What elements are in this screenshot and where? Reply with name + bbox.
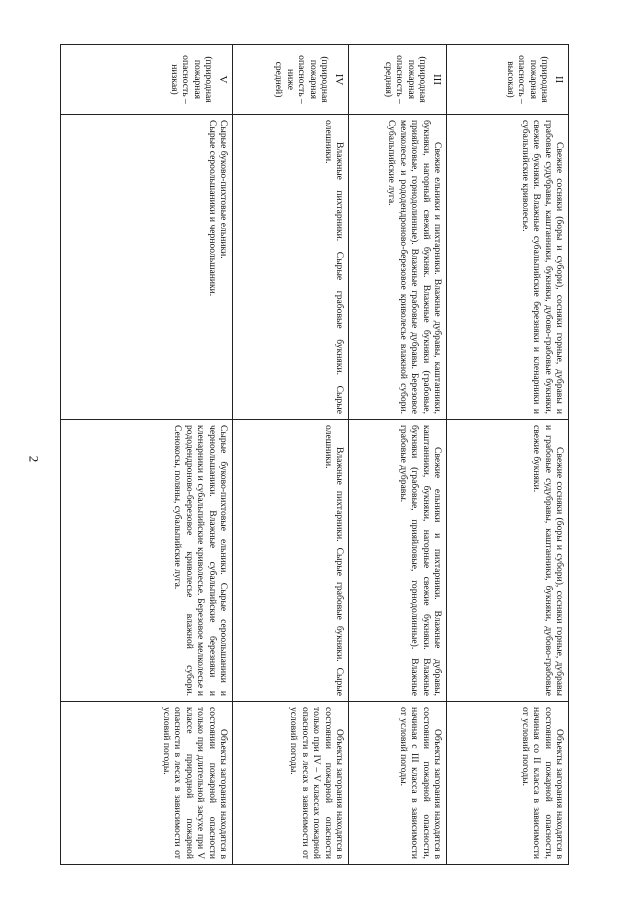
forest-types-cell <box>349 115 447 420</box>
forest-types-cell <box>349 420 447 702</box>
ignition-conditions-cell <box>61 702 233 865</box>
ignition-conditions-text: Объекты загорания находятся в состоянии пожарной опасности только при IV – V классах пожарной опасности в лесах в зависимости от условий погоды. <box>288 707 345 859</box>
class-description: (природная пожарная опасность – ниже средней) <box>273 55 330 104</box>
forest-types-cell <box>233 115 349 420</box>
class-number: III <box>431 74 443 85</box>
forest-types-cell <box>233 420 349 702</box>
forest-types-text: Влажные пихтарники. Сырые грабовые букняки. Сырые олешники. <box>322 425 345 696</box>
forest-types-cell <box>447 115 569 420</box>
class-number: V <box>217 75 229 84</box>
forest-types-text: Сырые буково-пихтовые ельники. Сырые сероольшаники и черноольшаники. Влажные субальпийские березняки и кленарники и субальпийские криволесье. Березовое мелколесье и рододендроново-березовое криволесье влажной субори. Сенокосы, поляны, субальпийские луга. <box>172 425 229 696</box>
table-row <box>233 45 349 865</box>
ignition-conditions-cell <box>349 702 447 865</box>
class-cell <box>61 45 233 115</box>
table-row <box>447 45 569 865</box>
ignition-conditions-cell <box>233 702 349 865</box>
forest-types-cell <box>61 420 233 702</box>
forest-types-cell <box>61 115 233 420</box>
ignition-conditions-cell <box>447 702 569 865</box>
forest-types-text: Свежие сосняки (боры и субори), сосняки горные, дубравы и грабовые судубравы, каштанники, букняки, дубово-грабовые свежие букняки. <box>531 425 565 696</box>
class-cell <box>233 45 349 115</box>
class-number: IV <box>333 73 345 86</box>
page-number: 2 <box>26 455 42 463</box>
class-cell <box>447 45 569 115</box>
forest-types-text: Свежие сосняки (боры и субори), сосняки горные, дубравы и грабовые судубравы, каштанники, букняки, дубово-грабовые букняки, свежие букняки. Влажные субальпийские березняки и кленарники и субальпийские криволесье. <box>519 120 565 414</box>
forest-types-text: Сырые буково-пихтовые ельники. Сырые сероольшаники и черноольшаники. <box>206 120 229 297</box>
table-row <box>61 45 233 865</box>
table-row <box>349 45 447 865</box>
class-description: (природная пожарная опасность – низкая) <box>168 55 214 104</box>
forest-types-text: Свежие ельники и пихтарники. Влажные дубравы, каштанники, букняки, нагорный свежий букняк. Влажные букняки (грабовые, прияйловые, горнодолинные). Влажные грабовые дубравы. Березовое мелколесье и рододендроново-березовое криволесье влажной субори. Субальпийские луга. <box>386 120 443 414</box>
class-description: (природная пожарная опасность – средняя) <box>382 55 428 104</box>
forest-types-text: Свежие ельники и пихтарники. Влажные дубравы, каштанники, букняки, нагорные свежие букняки. Влажные букняки (грабовые, прияйловые, горнодолинные). Влажные грабовые дубравы. <box>397 425 443 696</box>
ignition-conditions-text: Объекты загорания находятся в состоянии пожарной опасности только при длительной засухе при V классе природной пожарной опасности в лесах в зависимости от условий погоды. <box>160 707 229 859</box>
class-cell <box>349 45 447 115</box>
class-number: II <box>553 75 565 84</box>
forest-types-cell <box>447 420 569 702</box>
ignition-conditions-text: Объекты загорания находятся в состоянии пожарной опасности, начиная со II класса в зависимости от условий погоды. <box>519 707 565 859</box>
forest-types-text: Влажные пихтарники. Сырые грабовые букняки. Сырые олешники. <box>322 120 345 414</box>
fire-danger-table <box>60 44 569 865</box>
ignition-conditions-text: Объекты загорания находятся в состоянии пожарной опасности, начиная с III класса в зависимости от условий погоды. <box>397 707 443 859</box>
class-description: (природная пожарная опасность – высокая) <box>504 55 550 104</box>
